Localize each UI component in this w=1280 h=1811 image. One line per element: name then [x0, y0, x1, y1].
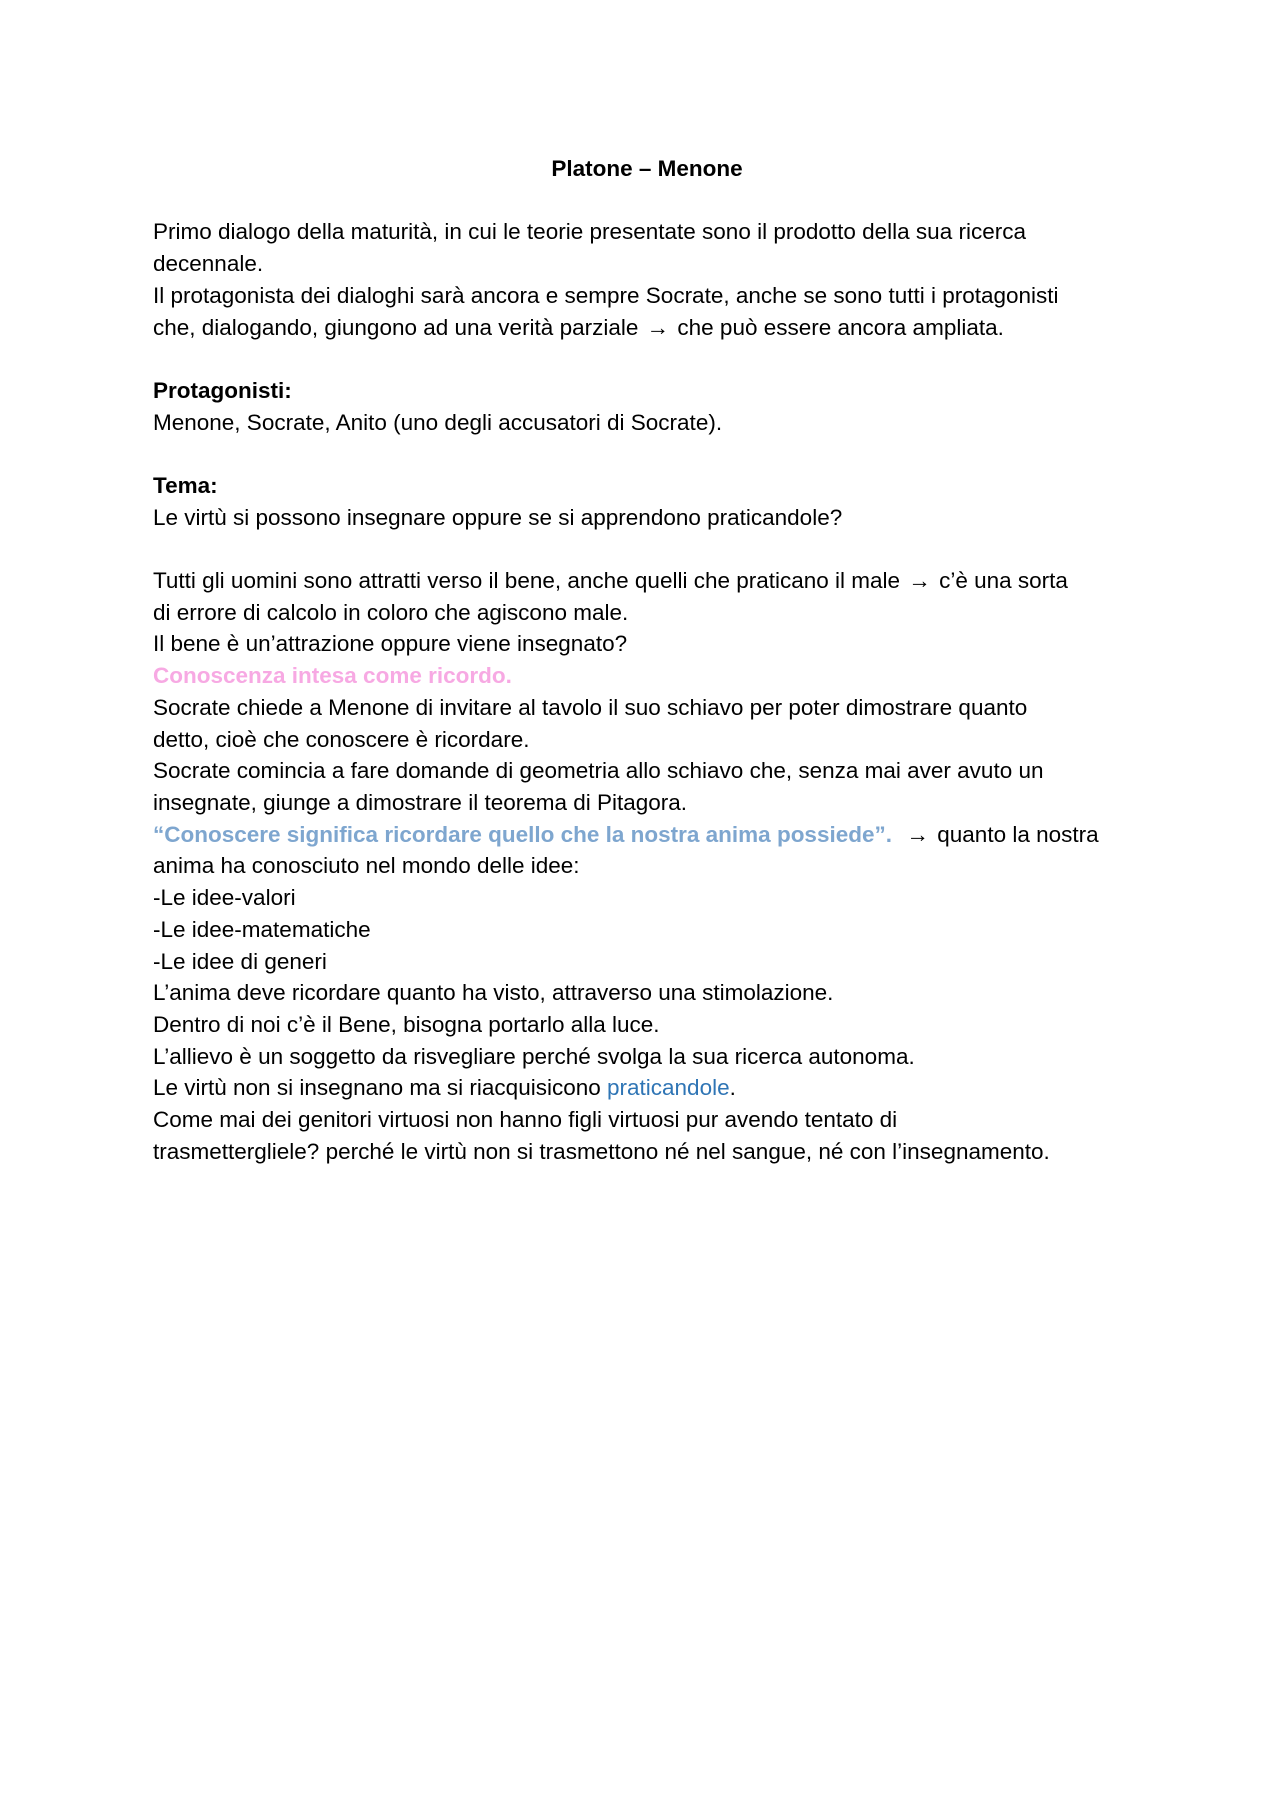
body-text: quanto la nostra [937, 821, 1099, 847]
body-text: Tutti gli uomini sono attratti verso il bene, anche quelli che praticano il male [153, 568, 901, 594]
list-item: -Le idee di generi [153, 948, 327, 974]
body-text: c’è una sorta [939, 568, 1068, 594]
body-line: Socrate chiede a Menone di invitare al tavolo il suo schiavo per poter dimostrare quanto [153, 694, 1028, 720]
body-text: Le virtù non si insegnano ma si riacquisicono [153, 1075, 601, 1101]
intro-line: Il protagonista dei dialoghi sarà ancora e sempre Socrate, anche se sono tutti i protagonisti [153, 282, 1059, 308]
highlighted-word: praticandole [607, 1075, 730, 1101]
body-line: L’allievo è un soggetto da risvegliare perché svolga la sua ricerca autonoma. [153, 1043, 915, 1069]
spacer [153, 438, 1133, 470]
protagonisti-text: Menone, Socrate, Anito (uno degli accusatori di Socrate). [153, 409, 723, 435]
body-line [153, 565, 1133, 597]
intro-line: Primo dialogo della maturità, in cui le teorie presentate sono il prodotto della sua ricerca [153, 219, 1026, 245]
body-line: trasmettergliele? perché le virtù non si trasmettono né nel sangue, né con l’insegnamento. [153, 1138, 1050, 1164]
spacer [153, 533, 1133, 565]
spacer [153, 185, 1133, 217]
highlighted-quote: “Conoscere significa ricordare quello che la nostra anima possiede”. [153, 821, 892, 847]
list-item: -Le idee-valori [153, 885, 296, 911]
highlighted-concept: Conoscenza intesa come ricordo. [153, 663, 512, 689]
body-line: anima ha conosciuto nel mondo delle idee: [153, 853, 580, 879]
tema-heading: Tema: [153, 472, 218, 498]
list-item: -Le idee-matematiche [153, 916, 371, 942]
protagonisti-heading: Protagonisti: [153, 377, 292, 403]
arrow-right-icon: → [906, 821, 929, 847]
body-line: di errore di calcolo in coloro che agiscono male. [153, 599, 629, 625]
intro-text: che può essere ancora ampliata. [677, 314, 1004, 340]
intro-line [153, 312, 1133, 344]
tema-text: Le virtù si possono insegnare oppure se si apprendono praticandole? [153, 504, 843, 530]
body-line: Come mai dei genitori virtuosi non hanno figli virtuosi pur avendo tentato di [153, 1107, 898, 1133]
arrow-right-icon: → [908, 568, 931, 594]
document-page [153, 153, 1133, 1167]
arrow-right-icon: → [646, 314, 670, 340]
spacer [153, 343, 1133, 375]
body-line: L’anima deve ricordare quanto ha visto, attraverso una stimolazione. [153, 980, 834, 1006]
body-line: Dentro di noi c’è il Bene, bisogna portarlo alla luce. [153, 1011, 660, 1037]
body-text: . [729, 1075, 736, 1101]
body-line: Socrate comincia a fare domande di geometria allo schiavo che, senza mai aver avuto un [153, 758, 1044, 784]
body-line: detto, cioè che conoscere è ricordare. [153, 726, 530, 752]
document-title: Platone – Menone [551, 156, 743, 181]
intro-text: che, dialogando, giungono ad una verità parziale [153, 314, 639, 340]
intro-line: decennale. [153, 251, 264, 277]
body-line [153, 819, 1133, 851]
body-line: Il bene è un’attrazione oppure viene insegnato? [153, 631, 628, 657]
body-line [153, 1072, 1133, 1104]
body-line: insegnate, giunge a dimostrare il teorema di Pitagora. [153, 790, 688, 815]
